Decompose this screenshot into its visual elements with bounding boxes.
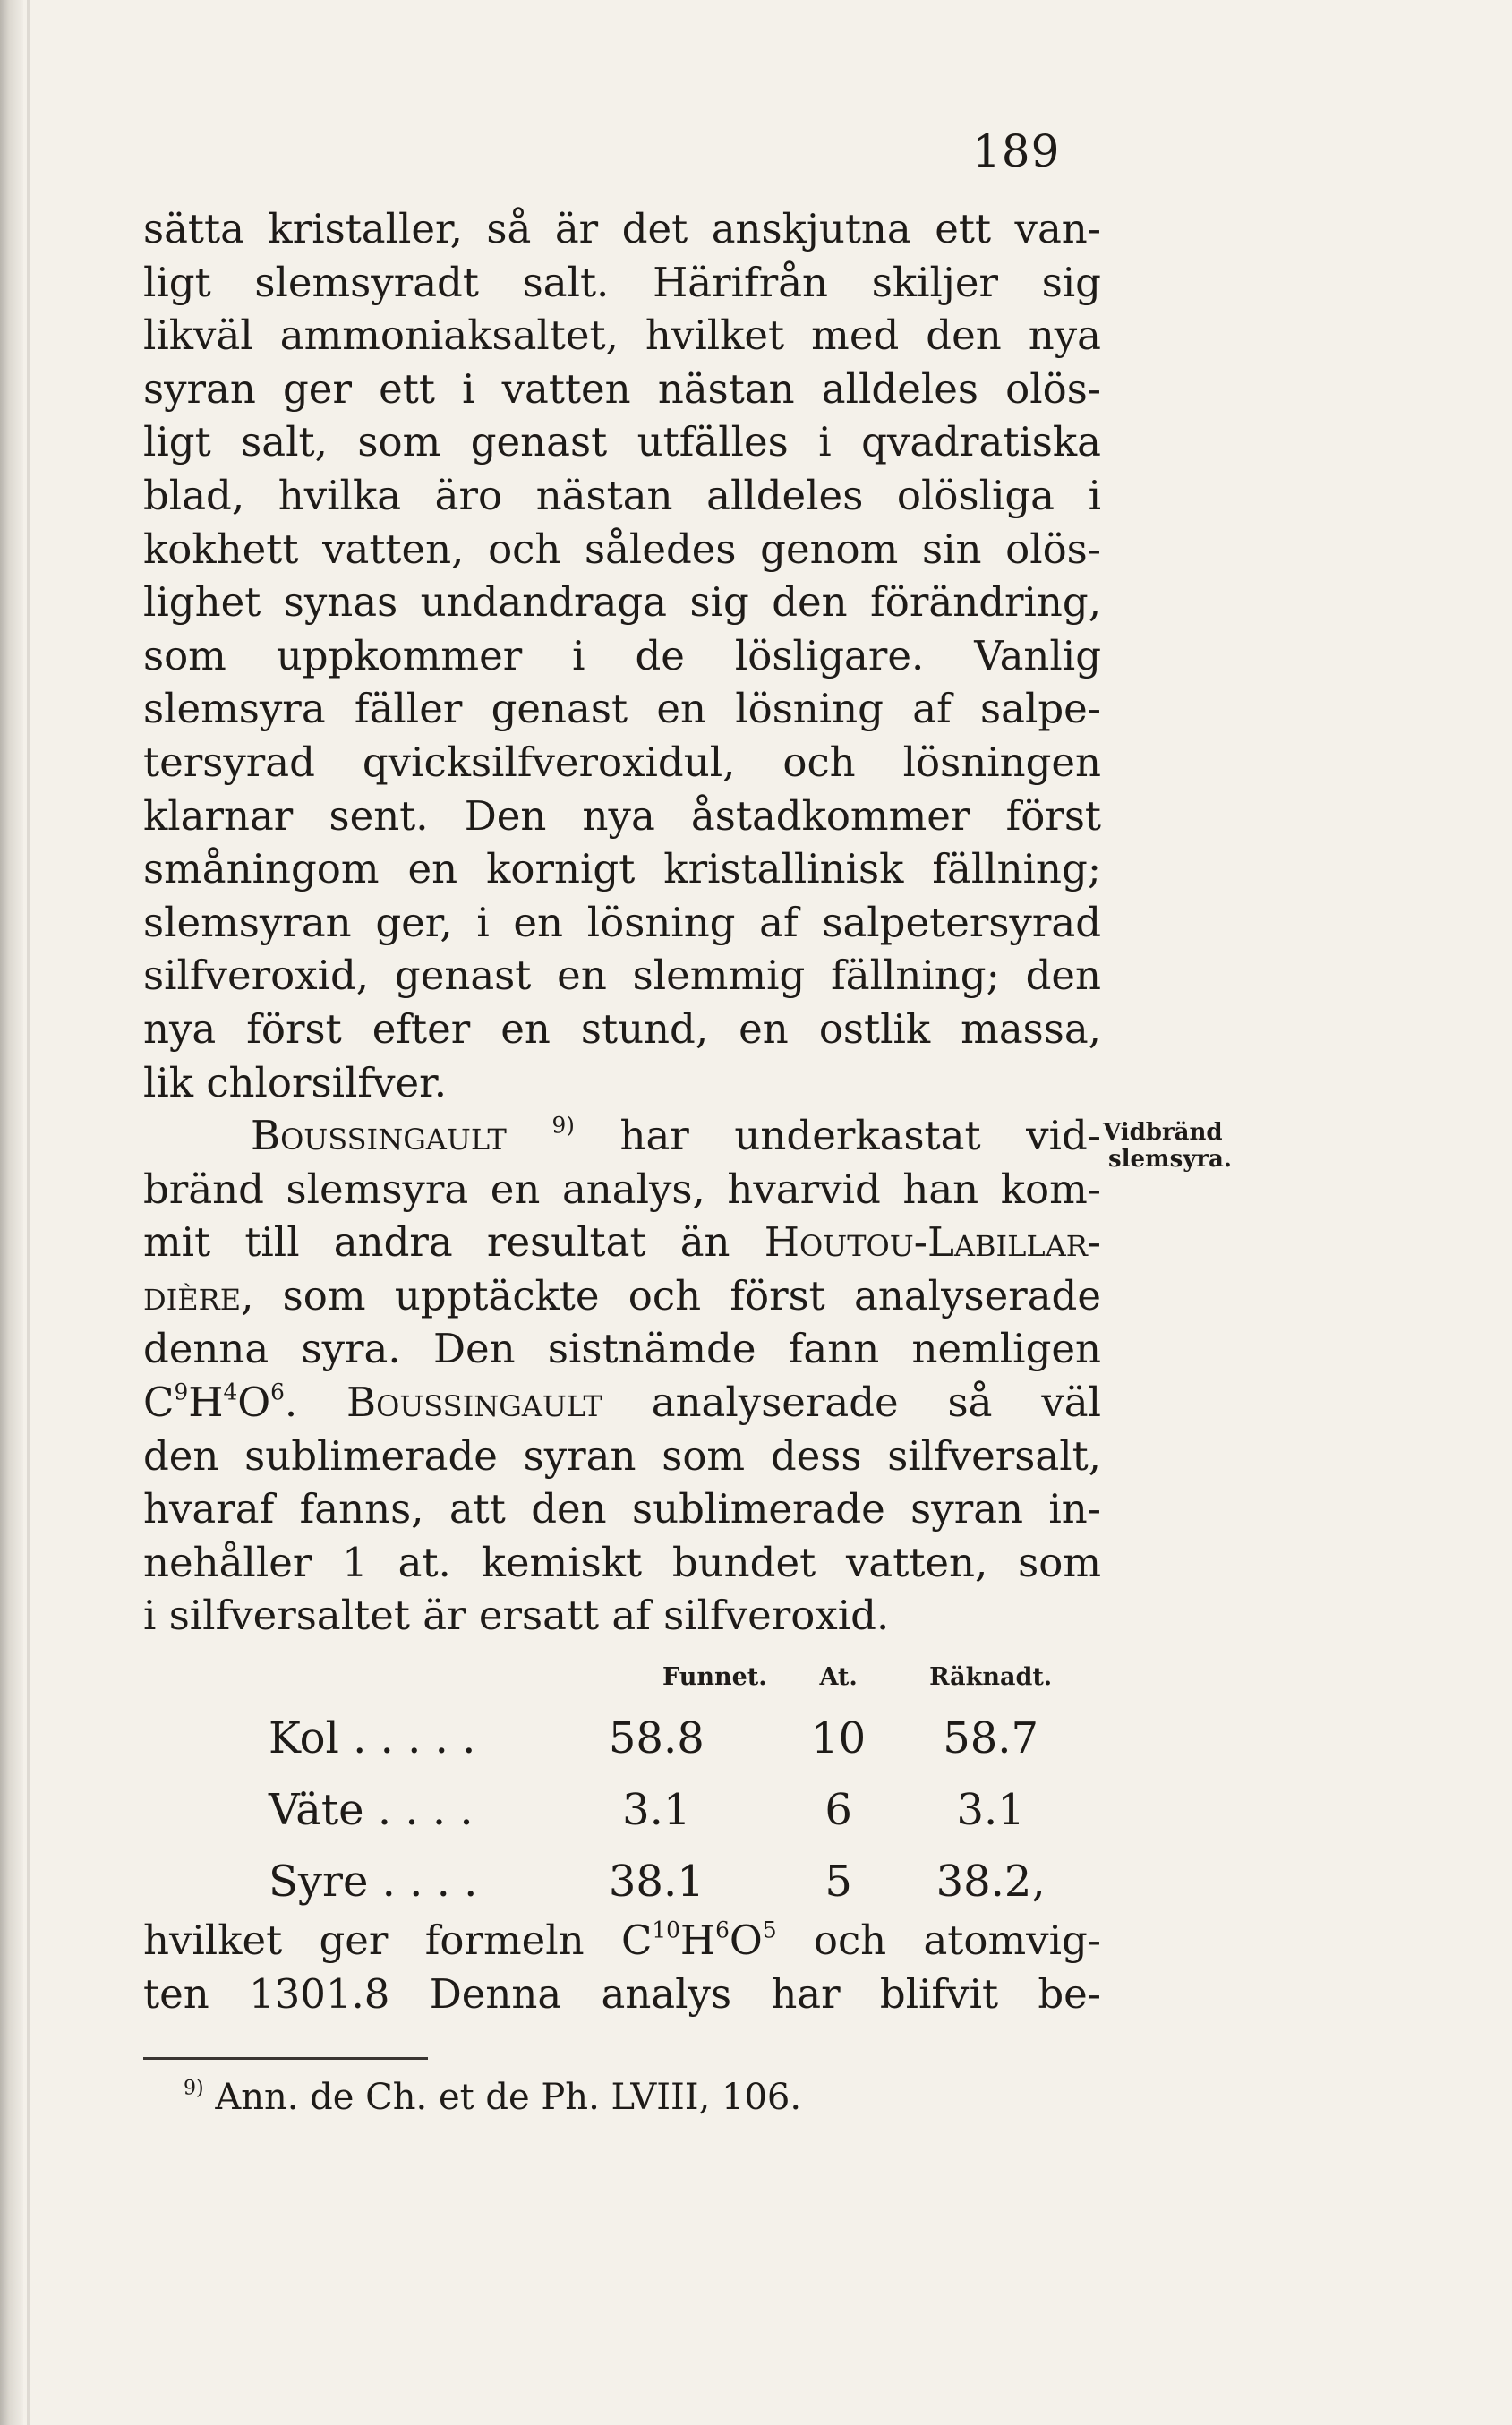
author-name: Houtou-Labillar- bbox=[764, 1218, 1102, 1267]
text-line: ligt salt, som genast utfälles i qvadratiska bbox=[143, 418, 1101, 466]
header-blank bbox=[269, 1661, 546, 1703]
formula-count: 10 bbox=[652, 1917, 680, 1943]
cell-found: 3.1 bbox=[622, 1785, 691, 1835]
body-text-continued bbox=[143, 1914, 1101, 2020]
text-line bbox=[143, 1269, 1101, 1323]
chemical-formula bbox=[621, 1917, 777, 1964]
cell-calculated: 3.1 bbox=[956, 1785, 1025, 1835]
formula-element: H bbox=[679, 1917, 716, 1964]
scan-edge bbox=[0, 0, 23, 2425]
page-number: 189 bbox=[972, 125, 1061, 177]
cell-element: Syre . . . . bbox=[269, 1857, 478, 1907]
table-row bbox=[269, 1774, 1072, 1846]
text-span: och atomvig- bbox=[813, 1917, 1101, 1964]
formula-count: 4 bbox=[223, 1379, 238, 1405]
text-line: klarnar sent. Den nya åstadkommer först bbox=[143, 791, 1101, 840]
text-line: den sublimerade syran som dess silfversalt, bbox=[143, 1431, 1101, 1480]
text-line: silfveroxid, genast en slemmig fällning; den bbox=[143, 952, 1101, 1000]
scan-gutter-line bbox=[27, 0, 30, 2425]
chemical-formula: $C^9H^4O^6$. bbox=[143, 1379, 298, 1427]
text-line bbox=[143, 1376, 1101, 1430]
formula-count: 9 bbox=[174, 1379, 189, 1405]
footnote-marker: 9) bbox=[184, 2077, 204, 2100]
text-line: i silfversaltet är ersatt af silfveroxid. bbox=[143, 1592, 890, 1640]
footnote bbox=[184, 2077, 801, 2118]
cell-element: Kol . . . . . bbox=[269, 1713, 476, 1763]
author-name: Boussingault bbox=[346, 1379, 602, 1427]
text-line: slemsyra fäller genast en lösning af salpe- bbox=[143, 685, 1101, 733]
text-line: ten 1301.8 Denna analys har blifvit be- bbox=[143, 1969, 1101, 2018]
text-line: kokhett vatten, och således genom sin olös- bbox=[143, 525, 1101, 573]
header-atoms: At. bbox=[819, 1662, 858, 1691]
cell-found: 58.8 bbox=[608, 1713, 705, 1763]
cell-calculated: 58.7 bbox=[943, 1713, 1039, 1763]
text-line: som uppkommer i de lösligare. Vanlig bbox=[143, 631, 1101, 679]
text-line: nehåller 1 at. kemiskt bundet vatten, som bbox=[143, 1538, 1101, 1586]
text-line bbox=[143, 1914, 1101, 1968]
table-row bbox=[269, 1703, 1072, 1774]
margin-note bbox=[1103, 1119, 1255, 1173]
footnote-ref[interactable]: 9) bbox=[551, 1112, 575, 1139]
text-line bbox=[143, 1216, 1101, 1269]
text-line: lik chlorsilfver. bbox=[143, 1058, 447, 1106]
margin-note-line: slemsyra. bbox=[1108, 1146, 1232, 1173]
text-span: har underkastat vid- bbox=[619, 1112, 1101, 1160]
text-line: tersyrad qvicksilfveroxidul, och lösningen bbox=[143, 738, 1101, 786]
table-row bbox=[269, 1846, 1072, 1917]
text-line: denna syra. Den sistnämde fann nemligen bbox=[143, 1325, 1101, 1373]
header-label: Funnet. bbox=[662, 1662, 767, 1691]
cell-element: Väte . . . . bbox=[269, 1785, 474, 1835]
body-text bbox=[143, 202, 1101, 1643]
text-line: nya först efter en stund, en ostlik massa, bbox=[143, 1004, 1101, 1053]
footnote-divider bbox=[143, 2057, 428, 2060]
formula-element: C bbox=[620, 1917, 653, 1964]
text-span: analyserade så väl bbox=[651, 1379, 1101, 1427]
cell-calculated: 38.2, bbox=[935, 1857, 1046, 1907]
header-found bbox=[546, 1661, 767, 1703]
text-line: småningom en kornigt kristallinisk fällning; bbox=[143, 845, 1101, 893]
text-line: syran ger ett i vatten nästan alldeles olös- bbox=[143, 364, 1101, 413]
formula-count: 6 bbox=[715, 1917, 730, 1943]
analysis-table-header bbox=[269, 1661, 1072, 1703]
author-name: Boussingault bbox=[251, 1112, 507, 1160]
text-line: sätta kristaller, så är det anskjutna ett van- bbox=[143, 205, 1101, 252]
footnote-text: Ann. de Ch. et de Ph. LVIII, 106. bbox=[215, 2077, 802, 2118]
text-line: bränd slemsyra en analys, hvarvid han kom- bbox=[143, 1165, 1101, 1213]
formula-count: 6 bbox=[270, 1379, 285, 1405]
cell-atoms: 6 bbox=[824, 1785, 852, 1835]
header-calculated: Räknadt. bbox=[929, 1662, 1053, 1691]
text-line: hvaraf fanns, att den sublimerade syran in- bbox=[143, 1485, 1101, 1533]
text-line: likväl ammoniaksaltet, hvilket med den nya bbox=[143, 312, 1101, 360]
margin-note-line: Vidbränd bbox=[1103, 1119, 1223, 1146]
formula-element: O bbox=[729, 1917, 763, 1964]
analysis-table bbox=[269, 1661, 1072, 1917]
cell-atoms: 5 bbox=[824, 1857, 852, 1907]
text-span: hvilket ger formeln bbox=[143, 1917, 585, 1964]
cell-found: 38.1 bbox=[608, 1857, 705, 1907]
text-line bbox=[143, 1109, 1101, 1163]
author-name: dière bbox=[143, 1271, 242, 1319]
formula-element: C bbox=[143, 1379, 175, 1427]
text-span: , som upptäckte och först analyserade bbox=[241, 1271, 1101, 1319]
formula-element: H bbox=[188, 1379, 224, 1427]
text-span: mit till andra resultat än bbox=[143, 1218, 730, 1267]
cell-atoms: 10 bbox=[811, 1713, 867, 1763]
formula-count: 5 bbox=[762, 1917, 777, 1943]
text-line: lighet synas undandraga sig den förändring, bbox=[143, 578, 1101, 627]
text-line: ligt slemsyradt salt. Härifrån skiljer sig bbox=[143, 258, 1101, 306]
formula-element: O bbox=[237, 1379, 271, 1427]
text-line: blad, hvilka äro nästan alldeles olösliga i bbox=[143, 471, 1101, 519]
text-line: slemsyran ger, i en lösning af salpetersyrad bbox=[143, 898, 1101, 946]
